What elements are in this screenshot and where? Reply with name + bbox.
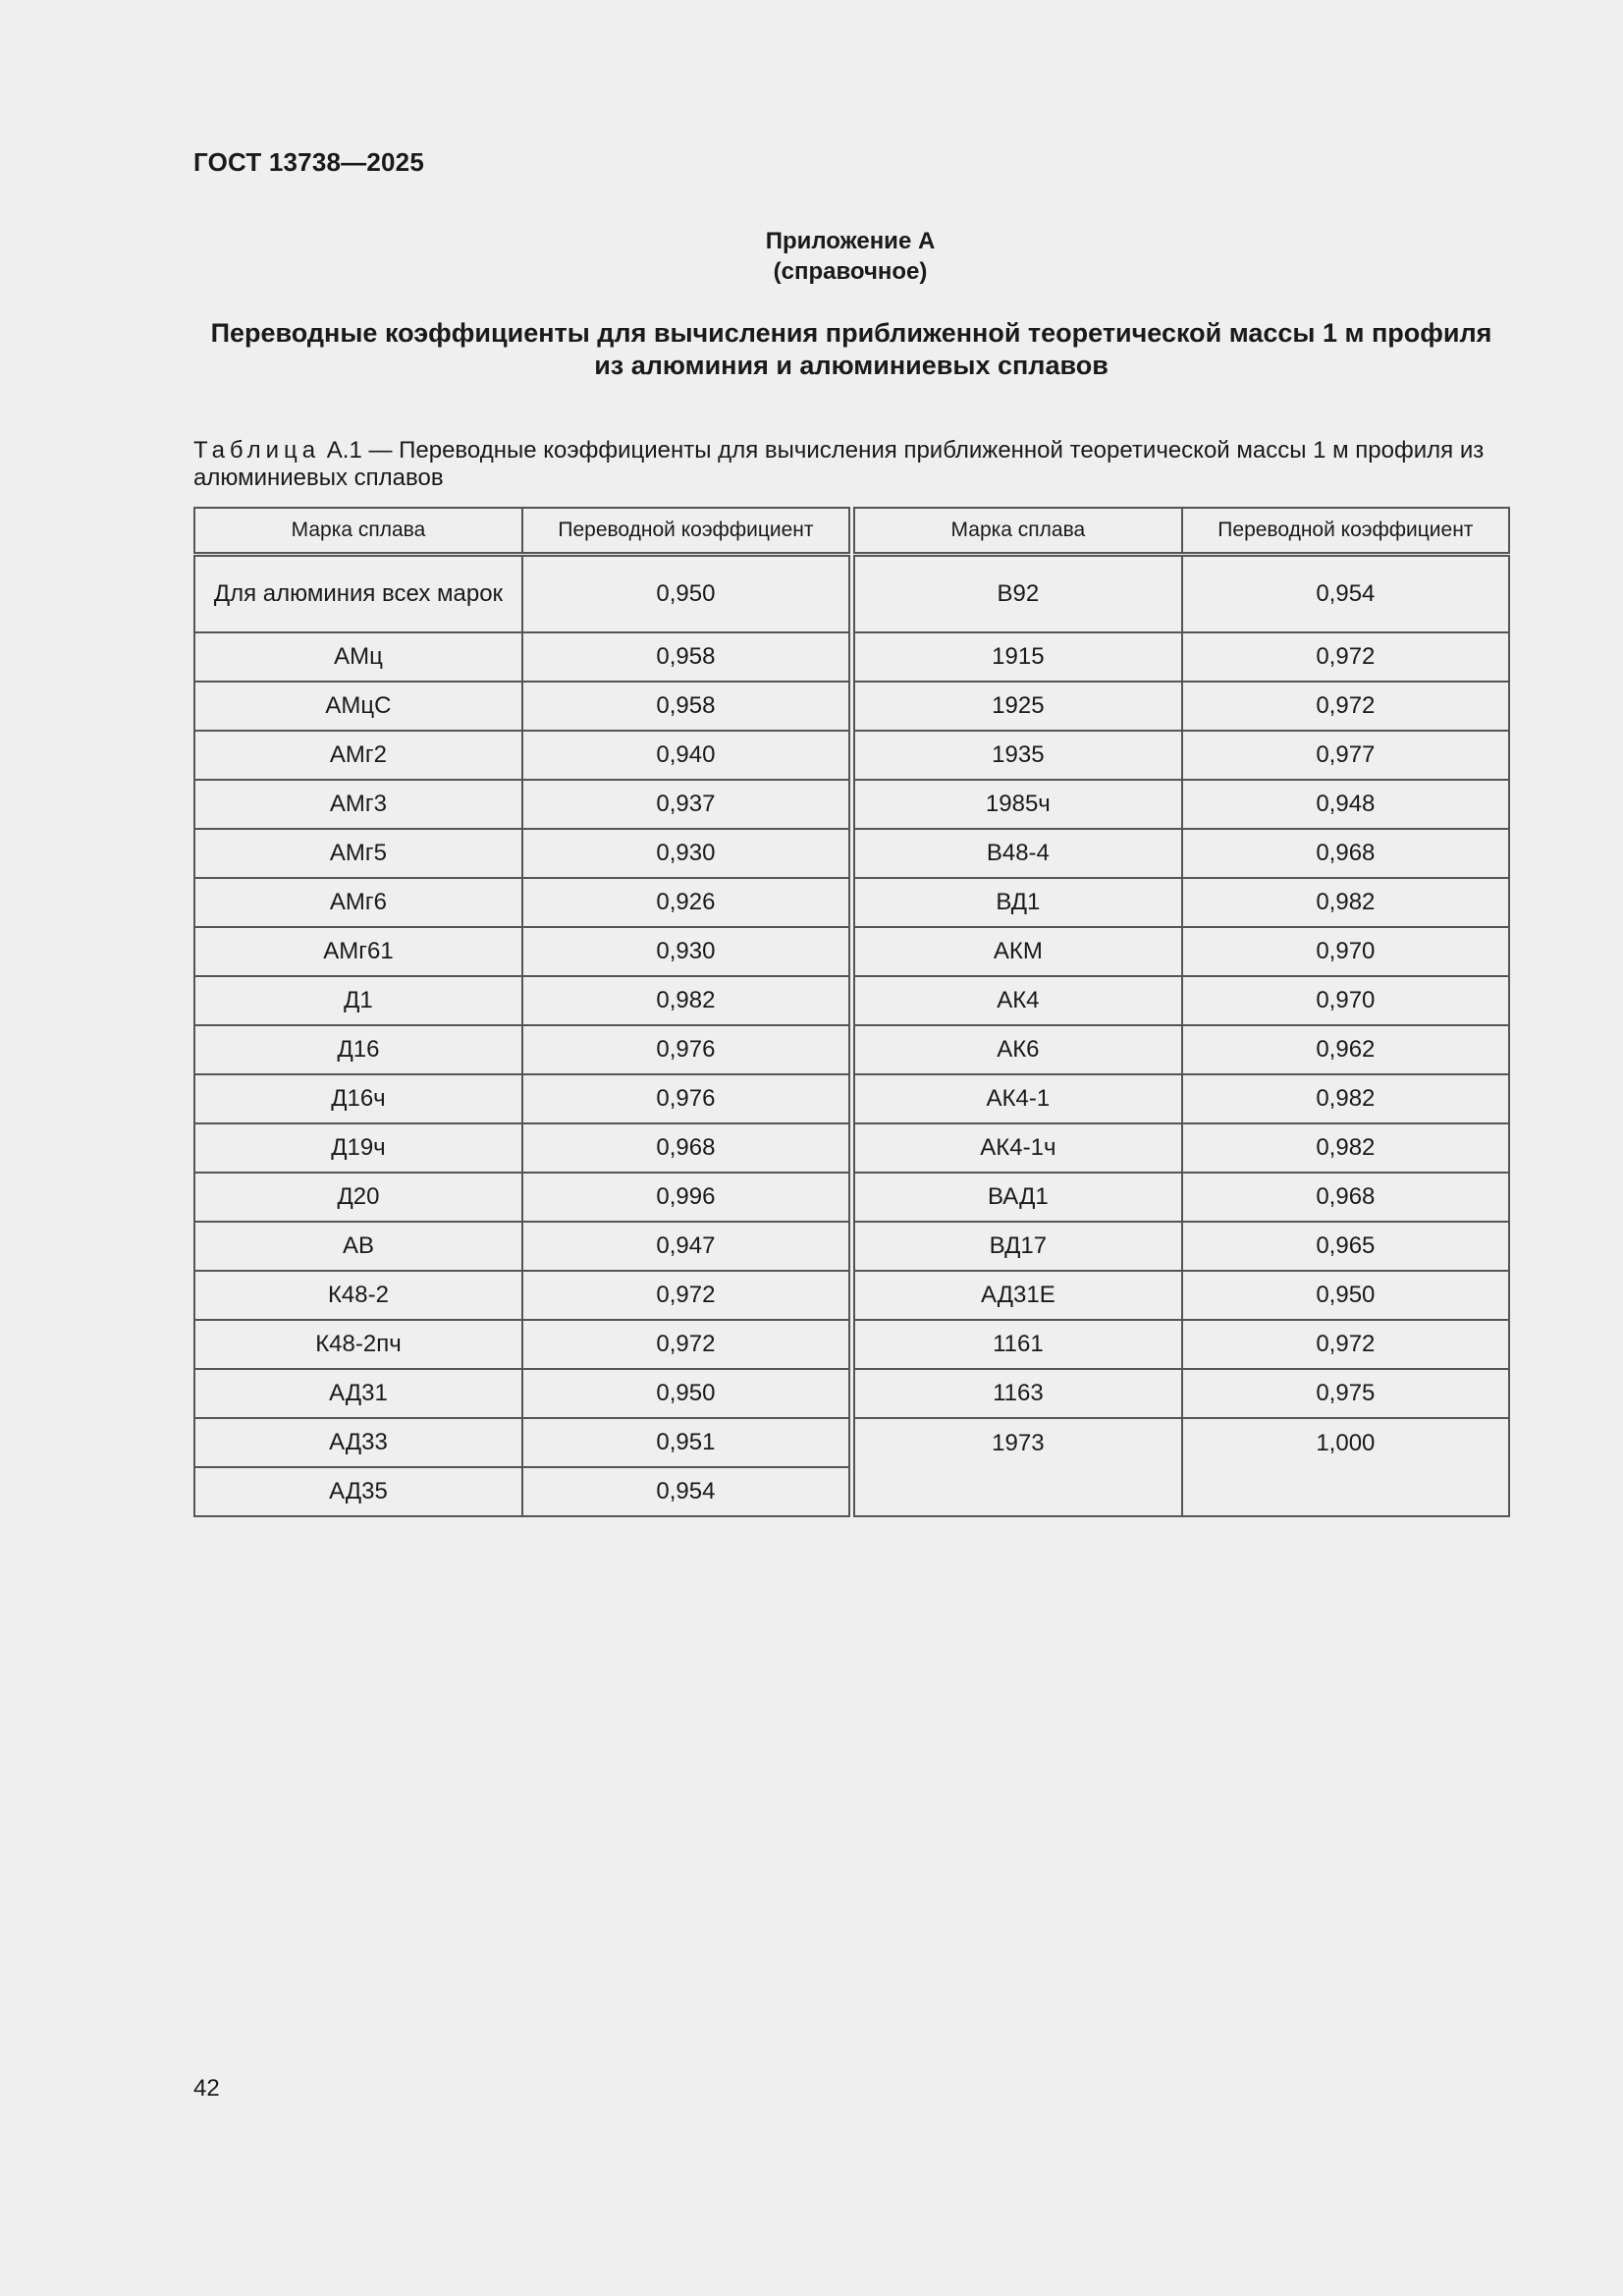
cell-coefficient: 0,937 [522, 780, 849, 829]
cell-coefficient: 0,951 [522, 1418, 849, 1467]
table-row [854, 682, 1509, 731]
document-code: ГОСТ 13738—2025 [193, 147, 424, 177]
cell-coefficient: 0,972 [1182, 632, 1509, 682]
cell-grade: В48-4 [854, 829, 1182, 878]
cell-coefficient: 0,972 [522, 1271, 849, 1320]
cell-coefficient: 0,940 [522, 731, 849, 780]
cell-coefficient: 0,968 [1182, 1173, 1509, 1222]
table-row [194, 731, 849, 780]
appendix-type: (справочное) [773, 258, 928, 285]
cell-grade: АКМ [854, 927, 1182, 976]
cell-coefficient: 0,968 [1182, 829, 1509, 878]
table-row [194, 1123, 849, 1173]
cell-grade: АМг3 [194, 780, 522, 829]
cell-grade: Д20 [194, 1173, 522, 1222]
cell-grade: АК4-1 [854, 1074, 1182, 1123]
table-row [854, 1369, 1509, 1418]
table-row [854, 829, 1509, 878]
cell-grade: 1935 [854, 731, 1182, 780]
header-grade: Марка сплава [854, 508, 1182, 555]
cell-grade: Для алюминия всех марок [194, 555, 522, 633]
cell-coefficient: 0,982 [1182, 1074, 1509, 1123]
table-row [194, 1320, 849, 1369]
cell-coefficient: 0,976 [522, 1074, 849, 1123]
cell-grade: АМг2 [194, 731, 522, 780]
cell-grade: АК6 [854, 1025, 1182, 1074]
table-row [194, 1467, 849, 1516]
table-row [194, 927, 849, 976]
cell-coefficient: 0,976 [522, 1025, 849, 1074]
table-row [854, 1271, 1509, 1320]
table-row [194, 829, 849, 878]
cell-coefficient: 0,982 [522, 976, 849, 1025]
annex-title: Переводные коэффициенты для вычисления приближенной теоретической массы 1 м профиля из алюминия и алюминиевых сплавов [210, 318, 1492, 380]
cell-grade: АК4-1ч [854, 1123, 1182, 1173]
coefficient-table-left [193, 507, 850, 1517]
table-row [854, 555, 1509, 633]
cell-coefficient: 0,926 [522, 878, 849, 927]
cell-coefficient: 0,970 [1182, 976, 1509, 1025]
cell-grade: ВД1 [854, 878, 1182, 927]
cell-coefficient: 0,970 [1182, 927, 1509, 976]
table-row [194, 976, 849, 1025]
table-row [194, 1369, 849, 1418]
table-row [194, 878, 849, 927]
table-row [854, 1173, 1509, 1222]
cell-coefficient: 0,982 [1182, 1123, 1509, 1173]
cell-coefficient: 0,947 [522, 1222, 849, 1271]
header-grade: Марка сплава [194, 508, 522, 555]
cell-grade: 1985ч [854, 780, 1182, 829]
cell-coefficient: 0,972 [1182, 682, 1509, 731]
cell-grade: АК4 [854, 976, 1182, 1025]
cell-grade: 1163 [854, 1369, 1182, 1418]
cell-grade: АМг6 [194, 878, 522, 927]
table-row [854, 1320, 1509, 1369]
cell-coefficient: 0,930 [522, 829, 849, 878]
cell-grade: К48-2 [194, 1271, 522, 1320]
table-row [194, 1025, 849, 1074]
cell-coefficient: 0,972 [1182, 1320, 1509, 1369]
table-row [194, 1173, 849, 1222]
cell-coefficient: 0,930 [522, 927, 849, 976]
cell-coefficient: 0,948 [1182, 780, 1509, 829]
table-row [194, 632, 849, 682]
header-coefficient: Переводной коэффициент [1182, 508, 1509, 555]
cell-grade: 1161 [854, 1320, 1182, 1369]
cell-coefficient: 0,962 [1182, 1025, 1509, 1074]
table-row [854, 976, 1509, 1025]
cell-grade: Д1 [194, 976, 522, 1025]
right-table-body [854, 555, 1509, 1517]
table-header-row [194, 508, 849, 555]
cell-grade: ВД17 [854, 1222, 1182, 1271]
cell-grade: АД31 [194, 1369, 522, 1418]
cell-coefficient: 0,958 [522, 682, 849, 731]
table-caption-text: А.1 — Переводные коэффициенты для вычисления приближенной теоретической массы 1 м профиля из алюминиевых сплавов [193, 437, 1485, 491]
header-coefficient: Переводной коэффициент [522, 508, 849, 555]
cell-grade: Д16 [194, 1025, 522, 1074]
cell-grade: Д19ч [194, 1123, 522, 1173]
cell-coefficient: 0,950 [522, 555, 849, 633]
table-row [194, 1271, 849, 1320]
cell-coefficient: 0,954 [1182, 555, 1509, 633]
cell-grade: АВ [194, 1222, 522, 1271]
cell-coefficient: 0,958 [522, 632, 849, 682]
cell-grade: АМцС [194, 682, 522, 731]
cell-grade: АД33 [194, 1418, 522, 1467]
table-row [194, 555, 849, 633]
table-row [854, 1123, 1509, 1173]
table-row [854, 632, 1509, 682]
cell-coefficient: 0,972 [522, 1320, 849, 1369]
cell-grade: АМг5 [194, 829, 522, 878]
cell-grade: 1925 [854, 682, 1182, 731]
cell-coefficient: 0,950 [522, 1369, 849, 1418]
table-row [194, 1222, 849, 1271]
table-header-row [854, 508, 1509, 555]
cell-grade: АД31Е [854, 1271, 1182, 1320]
left-table-body [194, 555, 849, 1517]
table-row [854, 780, 1509, 829]
table-row [854, 878, 1509, 927]
cell-grade: АМц [194, 632, 522, 682]
cell-grade: В92 [854, 555, 1182, 633]
cell-grade: 1915 [854, 632, 1182, 682]
cell-coefficient: 0,968 [522, 1123, 849, 1173]
table-row [854, 731, 1509, 780]
table-caption [193, 437, 1514, 492]
table-row [194, 1418, 849, 1467]
coefficient-table [193, 507, 1510, 1517]
cell-coefficient: 0,965 [1182, 1222, 1509, 1271]
cell-coefficient: 1,000 [1182, 1418, 1509, 1516]
table-row [854, 1074, 1509, 1123]
cell-grade: ВАД1 [854, 1173, 1182, 1222]
coefficient-table-right [853, 507, 1510, 1517]
table-row [194, 780, 849, 829]
appendix-heading [0, 226, 1623, 287]
cell-coefficient: 0,982 [1182, 878, 1509, 927]
table-row [194, 682, 849, 731]
page-number: 42 [193, 2075, 220, 2102]
cell-coefficient: 0,977 [1182, 731, 1509, 780]
table-row [854, 927, 1509, 976]
table-row [194, 1074, 849, 1123]
cell-coefficient: 0,954 [522, 1467, 849, 1516]
table-row [854, 1222, 1509, 1271]
cell-grade: К48-2пч [194, 1320, 522, 1369]
cell-coefficient: 0,975 [1182, 1369, 1509, 1418]
cell-coefficient: 0,950 [1182, 1271, 1509, 1320]
cell-coefficient: 0,996 [522, 1173, 849, 1222]
appendix-label: Приложение А [765, 228, 936, 254]
cell-grade: Д16ч [194, 1074, 522, 1123]
cell-grade: АМг61 [194, 927, 522, 976]
table-row [854, 1418, 1509, 1456]
cell-grade: АД35 [194, 1467, 522, 1516]
cell-grade: 1973 [854, 1418, 1182, 1516]
table-caption-prefix: Таблица [193, 437, 321, 464]
table-row [854, 1025, 1509, 1074]
